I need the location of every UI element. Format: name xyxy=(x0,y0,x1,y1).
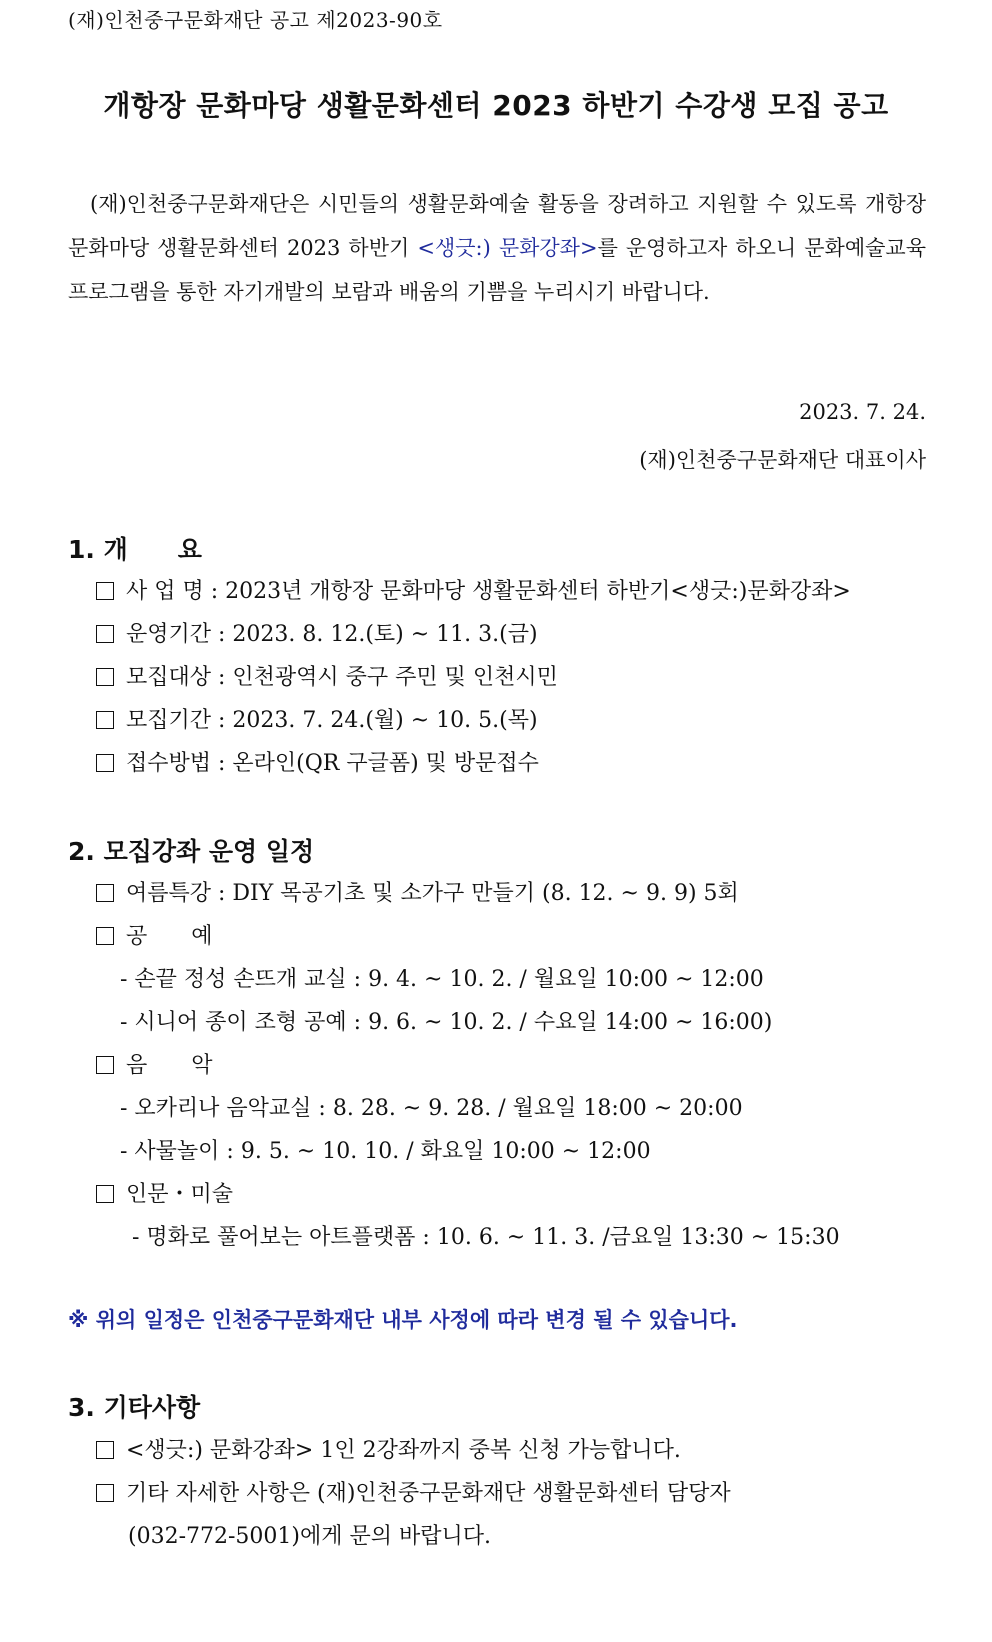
section-2-heading: 2. 모집강좌 운영 일정 xyxy=(68,837,315,866)
contact-phone-line: (032-772-5001)에게 문의 바랍니다. xyxy=(128,1524,491,1549)
overview-item-application xyxy=(96,746,539,777)
schedule-course-line: - 명화로 풀어보는 아트플랫폼 : 10. 6. ~ 11. 3. /금요일 13:30 ~ 15:30 xyxy=(132,1225,840,1250)
schedule-summer-special xyxy=(96,876,739,907)
other-item-duplicate xyxy=(96,1433,681,1464)
page-title: 개항장 문화마당 생활문화센터 2023 하반기 수강생 모집 공고 xyxy=(103,89,889,122)
intro-text-1: (재)인천중구문화재단은 시민들의 생활문화예술 활동을 장려하고 지원할 수 있도록 개항장 문화마당 생활문화센터 2023 하반기 xyxy=(68,192,926,260)
overview-item-business-name xyxy=(96,574,851,605)
schedule-course-line: - 시니어 종이 조형 공예 : 9. 6. ~ 10. 2. / 수요일 14:00 ~ 16:00) xyxy=(120,1010,773,1035)
section-3-heading: 3. 기타사항 xyxy=(68,1393,201,1422)
other-item-text: <생긋:) 문화강좌> 1인 2강좌까지 중복 신청 가능합니다. xyxy=(126,1438,681,1463)
other-item-text: 기타 자세한 사항은 (재)인천중구문화재단 생활문화센터 담당자 xyxy=(126,1481,731,1506)
intro-text-2: 를 운영하고자 하오니 문화예술교육 프로그램을 통한 자기개발의 보람과 배움의 기쁨을 누리시기 바랍니다. xyxy=(68,236,926,304)
schedule-course-line: - 사물놀이 : 9. 5. ~ 10. 10. / 화요일 10:00 ~ 12:00 xyxy=(120,1139,651,1164)
intro-program-name: <생긋:) 문화강좌> xyxy=(417,236,598,260)
checkbox-square-icon xyxy=(96,1056,114,1074)
checkbox-square-icon xyxy=(96,668,114,686)
schedule-item-text: 여름특강 : DIY 목공기초 및 소가구 만들기 (8. 12. ~ 9. 9) 5회 xyxy=(126,881,739,906)
section-1-heading: 1. 개 요 xyxy=(68,535,202,564)
other-item-contact xyxy=(96,1476,731,1507)
checkbox-square-icon xyxy=(96,1484,114,1502)
checkbox-square-icon xyxy=(96,754,114,772)
checkbox-square-icon xyxy=(96,1185,114,1203)
schedule-change-notice: ※ 위의 일정은 인천중구문화재단 내부 사정에 따라 변경 될 수 있습니다. xyxy=(68,1308,738,1332)
overview-item-period xyxy=(96,617,538,648)
checkbox-square-icon xyxy=(96,927,114,945)
category-label: 공 예 xyxy=(126,924,213,949)
overview-item-target xyxy=(96,660,558,691)
intro-paragraph xyxy=(68,182,926,314)
overview-item-text: 모집대상 : 인천광역시 중구 주민 및 인천시민 xyxy=(126,665,558,690)
overview-item-text: 접수방법 : 온라인(QR 구글폼) 및 방문접수 xyxy=(126,751,539,776)
checkbox-square-icon xyxy=(96,1441,114,1459)
overview-item-text: 사 업 명 : 2023년 개항장 문화마당 생활문화센터 하반기<생긋:)문화강좌> xyxy=(126,579,851,604)
schedule-music-category xyxy=(96,1048,213,1079)
checkbox-square-icon xyxy=(96,711,114,729)
checkbox-square-icon xyxy=(96,625,114,643)
schedule-course-line: - 손끝 정성 손뜨개 교실 : 9. 4. ~ 10. 2. / 월요일 10:00 ~ 12:00 xyxy=(120,967,764,992)
checkbox-square-icon xyxy=(96,884,114,902)
overview-item-text: 모집기간 : 2023. 7. 24.(월) ~ 10. 5.(목) xyxy=(126,708,538,733)
checkbox-square-icon xyxy=(96,582,114,600)
schedule-art-category xyxy=(96,1177,233,1208)
announcement-date: 2023. 7. 24. xyxy=(799,400,926,424)
category-label: 인문・미술 xyxy=(126,1182,234,1207)
overview-item-text: 운영기간 : 2023. 8. 12.(토) ~ 11. 3.(금) xyxy=(126,622,538,647)
category-label: 음 악 xyxy=(126,1053,213,1078)
announcement-reference-number: (재)인천중구문화재단 공고 제2023-90호 xyxy=(68,8,443,32)
overview-item-recruit-period xyxy=(96,703,538,734)
issuer-signature: (재)인천중구문화재단 대표이사 xyxy=(639,448,926,472)
schedule-craft-category xyxy=(96,919,213,950)
schedule-course-line: - 오카리나 음악교실 : 8. 28. ~ 9. 28. / 월요일 18:00 ~ 20:00 xyxy=(120,1096,743,1121)
